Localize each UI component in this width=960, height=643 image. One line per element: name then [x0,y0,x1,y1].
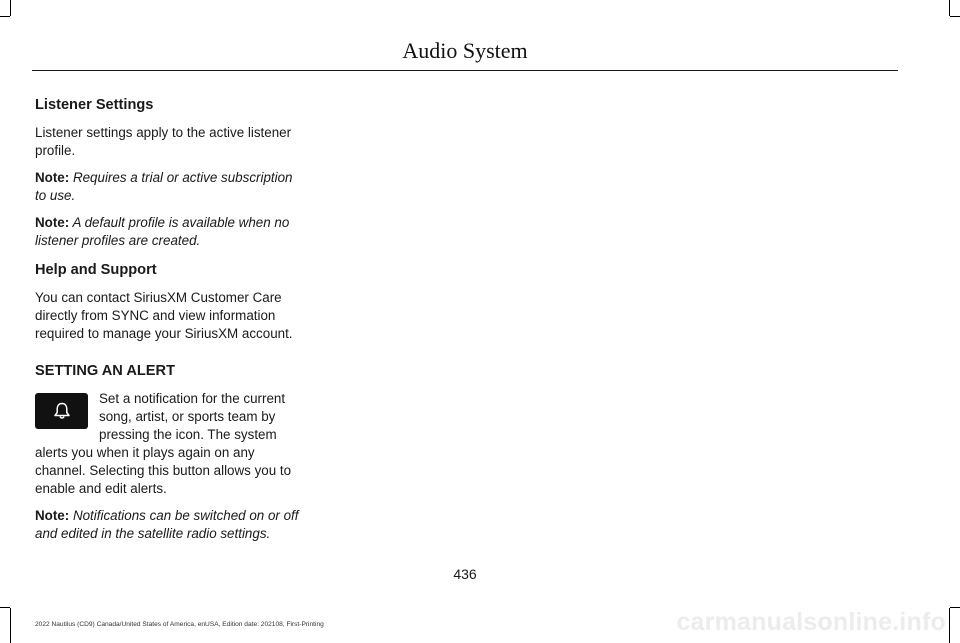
footer-edition-text: 2022 Nautilus (CD9) Canada/United States of America, enUSA, Edition date: 202108, First-Printing [35,621,324,628]
note-text: Requires a trial or active subscription to use. [35,170,293,203]
crop-mark-top-right-v [949,0,950,16]
alert-body: Set a notification for the current song, artist, or sports team by pressing the icon. The system alerts you when it plays again on any channel. Selecting this button allows you to enable and edit alerts. [35,391,292,496]
crop-mark-top-left-h [0,16,10,17]
crop-mark-bottom-right-h [950,607,960,608]
crop-mark-top-right-h [950,16,960,17]
listener-settings-heading: Listener Settings [35,97,154,113]
bell-icon[interactable] [35,393,88,429]
crop-mark-top-left-v [10,0,11,16]
listener-note-2 [35,214,307,250]
note-text: A default profile is available when no listener profiles are created. [35,215,290,248]
content-column [35,96,307,543]
crop-mark-bottom-left-v [10,608,11,643]
listener-settings-body: Listener settings apply to the active listener profile. [35,125,292,158]
watermark: carmanualsonline.info [676,608,946,636]
setting-alert-heading: SETTING AN ALERT [35,363,175,379]
alert-note [35,507,307,543]
title-rule [32,70,898,71]
help-support-heading: Help and Support [35,262,157,278]
help-support-body: You can contact SiriusXM Customer Care directly from SYNC and view information required to manage your SiriusXM account. [35,290,293,341]
note-text: Notifications can be switched on or off and edited in the satellite radio settings. [35,508,299,541]
note-label: Note: [35,508,70,523]
alert-block [35,390,307,498]
note-label: Note: [35,170,70,185]
crop-mark-bottom-right-v [949,608,950,643]
page-title: Audio System [402,38,528,63]
note-label: Note: [35,215,70,230]
page-number: 436 [453,566,477,582]
crop-mark-bottom-left-h [0,607,10,608]
listener-note-1 [35,169,307,205]
